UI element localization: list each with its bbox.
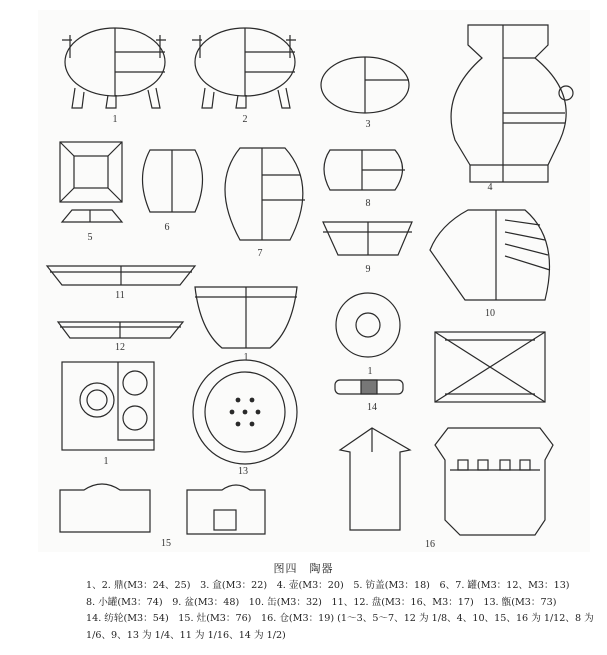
item-number-3: 3: [365, 119, 371, 130]
item-number-6: 6: [164, 222, 170, 233]
item-number-14: 14: [367, 402, 377, 413]
item-number-10: 10: [485, 308, 495, 319]
item-number-2: 2: [242, 114, 248, 125]
item-number-16: 16: [425, 539, 435, 550]
item-number-13: 13: [238, 466, 248, 477]
figure-note-line: 1、2. 鼎(M3：24、25) 3. 盒(M3：22) 4. 壶(M3：20) 5. 钫盖(M3：18) 6、7. 罐(M3：12、M3：13): [86, 580, 570, 591]
item-number-9: 9: [365, 264, 371, 275]
item-number-8: 8: [365, 198, 371, 209]
figure-note-line: 8. 小罐(M3：74) 9. 盆(M3：48) 10. 缶(M3：32) 11、12. 盘(M3：16、M3：17) 13. 甑(M3：73): [86, 596, 557, 608]
figure-note-line: 14. 纺轮(M3：54) 15. 灶(M3：76) 16. 仓(M3：19) (1～3、5～7、12 为 1/8、4、10、15、16 为 1/12、8 为: [86, 613, 594, 624]
item-number-7: 7: [257, 248, 263, 259]
item-number-1: 1: [112, 114, 118, 125]
figure-caption: 图四 陶器: [273, 562, 334, 575]
figure-notes: [86, 578, 594, 644]
item-number-5: 5: [87, 232, 93, 243]
item-number-stove: 1: [103, 456, 109, 467]
item-number-bowl: 1: [243, 352, 249, 363]
item-number-4: 4: [487, 182, 493, 193]
item-number-11: 11: [115, 290, 125, 301]
item-number-12: 12: [115, 342, 125, 353]
item-number-whorl: 1: [367, 366, 373, 377]
figure-note-line: 1/6、9、13 为 1/4、11 为 1/16、14 为 1/2): [86, 629, 286, 641]
item-number-15: 15: [161, 538, 171, 549]
